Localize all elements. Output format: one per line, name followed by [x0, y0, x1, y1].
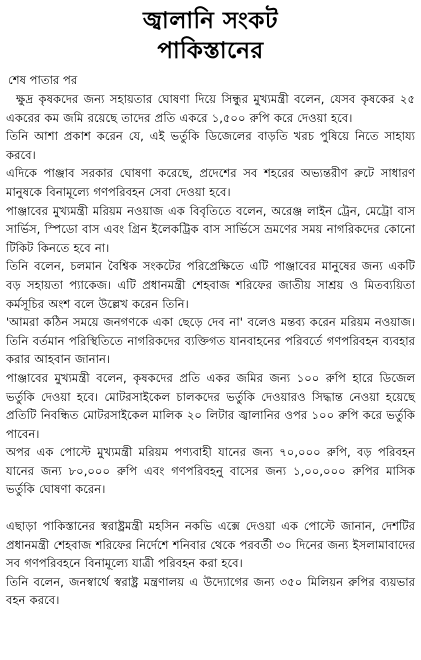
article-headline [6, 6, 415, 66]
continued-from-label: শেষ পাতার পর [8, 73, 78, 87]
article-body [6, 90, 415, 610]
article-paragraph: ক্ষুদ্র কৃষকদের জন্য সহায়তার ঘোষণা দিয়ে সিন্ধুর মুখ্যমন্ত্রী বলেন, যেসব কৃষকের ২৫ একরের কম জমি রয়েছে তাদের প্রতি একরে ১,৫০০ রুপি করে দেওয়া হবে। [6, 92, 415, 125]
article-paragraph: তিনি বলেন, জনস্বার্থে স্বরাষ্ট্র মন্ত্রণালয় এ উদ্যোগের জন্য ৩৫০ মিলিয়ন রুপির ব্যয়ভার বহন করবে। [6, 574, 415, 608]
headline-line-1: জ্বালানি সংকট [142, 8, 279, 34]
article-paragraph: পাঞ্জাবের মুখ্যমন্ত্রী মরিয়ম নওয়াজ এক বিবৃতিতে বলেন, অরেঞ্জ লাইন ট্রেন, মেট্রো বাস সার্ভিস, স্পিডো বাস এবং গ্রিন ইলেকট্রিক বাস সার্ভিসে ভ্রমণের সময় নাগরিকদের কোনো টিকিট কিনতে হবে না। [6, 203, 415, 255]
article-paragraph: এছাড়া পাকিস্তানের স্বরাষ্ট্রমন্ত্রী মহসিন নকভি এক্সে দেওয়া এক পোস্টে জানান, দেশটির প্রধানমন্ত্রী শেহবাজ শরিফের নির্দেশে শনিবার থেকে পরবর্তী ৩০ দিনের জন্য ইসলামাবাদের সব গণপরিবহনে বিনামূল্যে যাত্রী পরিবহন করা হবে। [6, 519, 415, 571]
article-paragraph: 'আমরা কঠিন সময়ে জনগণকে একা ছেড়ে দেব না' বলেও মন্তব্য করেন মরিয়ম নওয়াজ। তিনি বর্তমান পরিস্থিতিতে নাগরিকদের ব্যক্তিগত যানবাহনের পরিবর্তে গণপরিবহন ব্যবহার করার আহবান জানান। [6, 315, 415, 367]
article-paragraph: অপর এক পোস্টে মুখ্যমন্ত্রী মরিয়ম পণ্যবাহী যানের জন্য ৭০,০০০ রুপি, বড় পরিবহন যানের জন্য ৮০,০০০ রুপি এবং গণপরিবহনু বাসের জন্য ১,০০,০০০ রুপির মাসিক ভর্তুকি ঘোষণা করেন। [6, 445, 415, 497]
headline-line-2: পাকিস্তানের [157, 38, 264, 64]
article-paragraph: পাঞ্জাবের মুখ্যমন্ত্রী বলেন, কৃষকদের প্রতি একর জমির জন্য ১০০ রুপি হারে ডিজেল ভর্তুকি দেওয়া হবে। মোটরসাইকেল চালকদের ভর্তুকি দেওয়ারও সিদ্ধান্ত নেওয়া হয়েছে প্রতিটি নিবন্ধিত মোটরসাইকেল মালিক ২০ লিটার জ্বালানির ওপর ১০০ রুপি করে ভর্তুকি পাবেন। [6, 370, 415, 441]
article-paragraph: এদিকে পাঞ্জাব সরকার ঘোষণা করেছে, প্রদেশের সব শহরের অভ্যন্তরীণ রুটে সাধারণ মানুষকে বিনামূল্যে গণপরিবহন সেবা দেওয়া হবে। [6, 166, 415, 199]
article-paragraph: তিনি বলেন, চলমান বৈশ্বিক সংকটের পরিপ্রেক্ষিতে এটি পাঞ্জাবের মানুষের জন্য একটি বড় সহায়তা প্যাকেজ। এটি প্রধানমন্ত্রী শেহবাজ শরিফের জাতীয় সাশ্রয় ও মিতব্যয়িতা কর্মসূচির অংশ বলে উল্লেখ করেন তিনি। [6, 259, 415, 311]
article-paragraph: তিনি আশা প্রকাশ করেন যে, এই ভর্তুকি ডিজেলের বাড়তি খরচ পুষিয়ে নিতে সাহায্য করবে। [6, 129, 415, 162]
